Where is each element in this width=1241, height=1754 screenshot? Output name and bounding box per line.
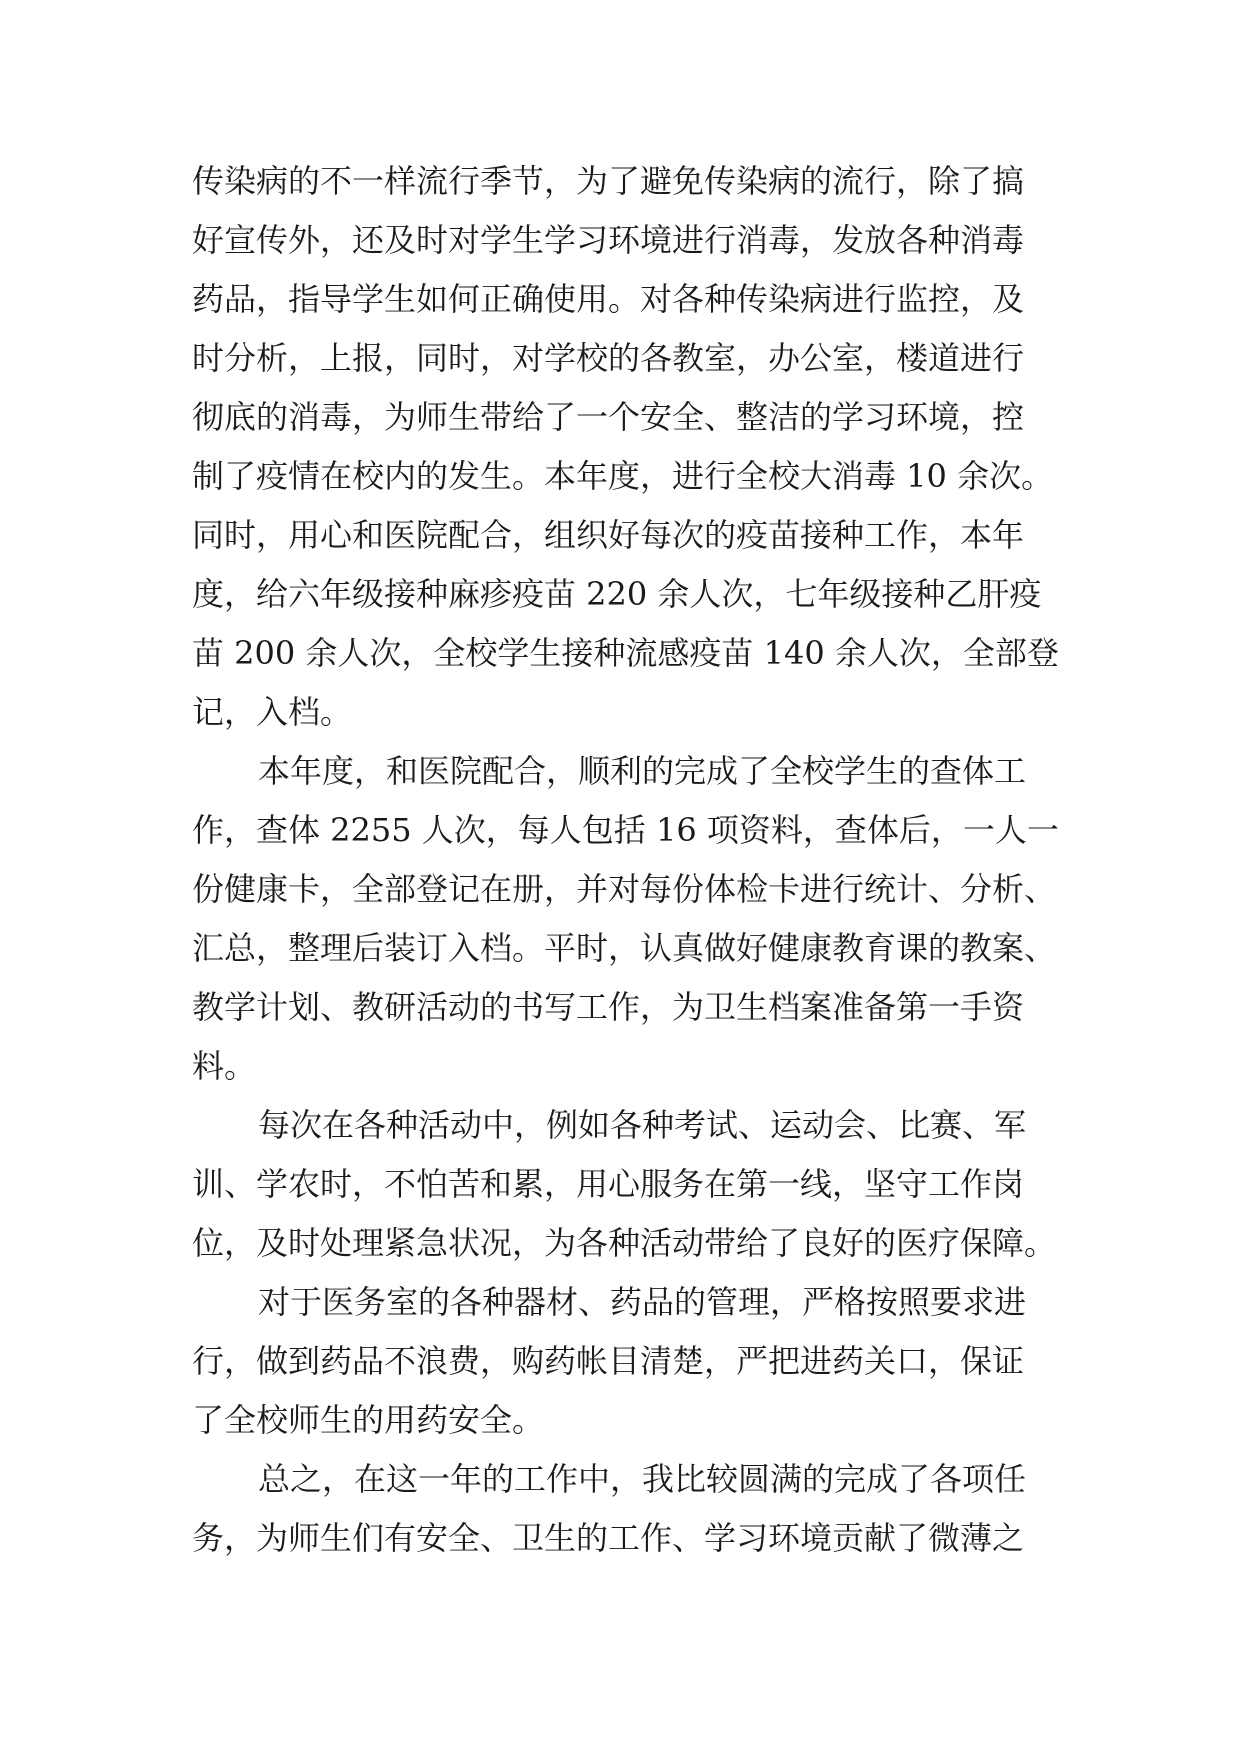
text-line: 苗 200 余人次，全校学生接种流感疫苗 140 余人次，全部登 bbox=[192, 634, 1059, 672]
text-line: 药品，指导学生如何正确使用。对各种传染病进行监控，及 bbox=[192, 280, 1025, 318]
text-line: 务，为师生们有安全、卫生的工作、学习环境贡献了微薄之 bbox=[192, 1519, 1025, 1557]
paragraph-3 bbox=[192, 1096, 1072, 1273]
paragraph-4 bbox=[192, 1273, 1072, 1450]
paragraph-2 bbox=[192, 742, 1072, 1096]
text-line: 作，查体 2255 人次，每人包括 16 项资料，查体后，一人一 bbox=[192, 811, 1059, 849]
text-line: 传染病的不一样流行季节，为了避免传染病的流行，除了搞 bbox=[192, 162, 1025, 200]
text-line: 教学计划、教研活动的书写工作，为卫生档案准备第一手资 bbox=[192, 988, 1025, 1026]
text-line: 行，做到药品不浪费，购药帐目清楚，严把进药关口，保证 bbox=[192, 1342, 1025, 1380]
text-line: 料。 bbox=[192, 1047, 257, 1085]
body-text bbox=[192, 152, 1072, 1568]
text-line: 位，及时处理紧急状况，为各种活动带给了良好的医疗保障。 bbox=[192, 1224, 1057, 1262]
text-line: 同时，用心和医院配合，组织好每次的疫苗接种工作，本年 bbox=[192, 516, 1025, 554]
text-line: 份健康卡，全部登记在册，并对每份体检卡进行统计、分析、 bbox=[192, 870, 1057, 908]
text-line: 对于医务室的各种器材、药品的管理，严格按照要求进 bbox=[258, 1283, 1027, 1321]
paragraph-5 bbox=[192, 1450, 1072, 1568]
text-line: 每次在各种活动中，例如各种考试、运动会、比赛、军 bbox=[258, 1106, 1027, 1144]
text-line: 度，给六年级接种麻疹疫苗 220 余人次，七年级接种乙肝疫 bbox=[192, 575, 1042, 613]
text-line: 好宣传外，还及时对学生学习环境进行消毒，发放各种消毒 bbox=[192, 221, 1025, 259]
text-line: 记，入档。 bbox=[192, 693, 353, 731]
paragraph-1 bbox=[192, 152, 1072, 742]
text-line: 时分析，上报，同时，对学校的各教室，办公室，楼道进行 bbox=[192, 339, 1025, 377]
text-line: 训、学农时，不怕苦和累，用心服务在第一线，坚守工作岗 bbox=[192, 1165, 1025, 1203]
text-line: 本年度，和医院配合，顺利的完成了全校学生的查体工 bbox=[258, 752, 1027, 790]
text-line: 汇总，整理后装订入档。平时，认真做好健康教育课的教案、 bbox=[192, 929, 1057, 967]
text-line: 了全校师生的用药安全。 bbox=[192, 1401, 545, 1439]
text-line: 制了疫情在校内的发生。本年度，进行全校大消毒 10 余次。 bbox=[192, 457, 1054, 495]
text-line: 总之，在这一年的工作中，我比较圆满的完成了各项任 bbox=[258, 1460, 1027, 1498]
text-line: 彻底的消毒，为师生带给了一个安全、整洁的学习环境，控 bbox=[192, 398, 1025, 436]
